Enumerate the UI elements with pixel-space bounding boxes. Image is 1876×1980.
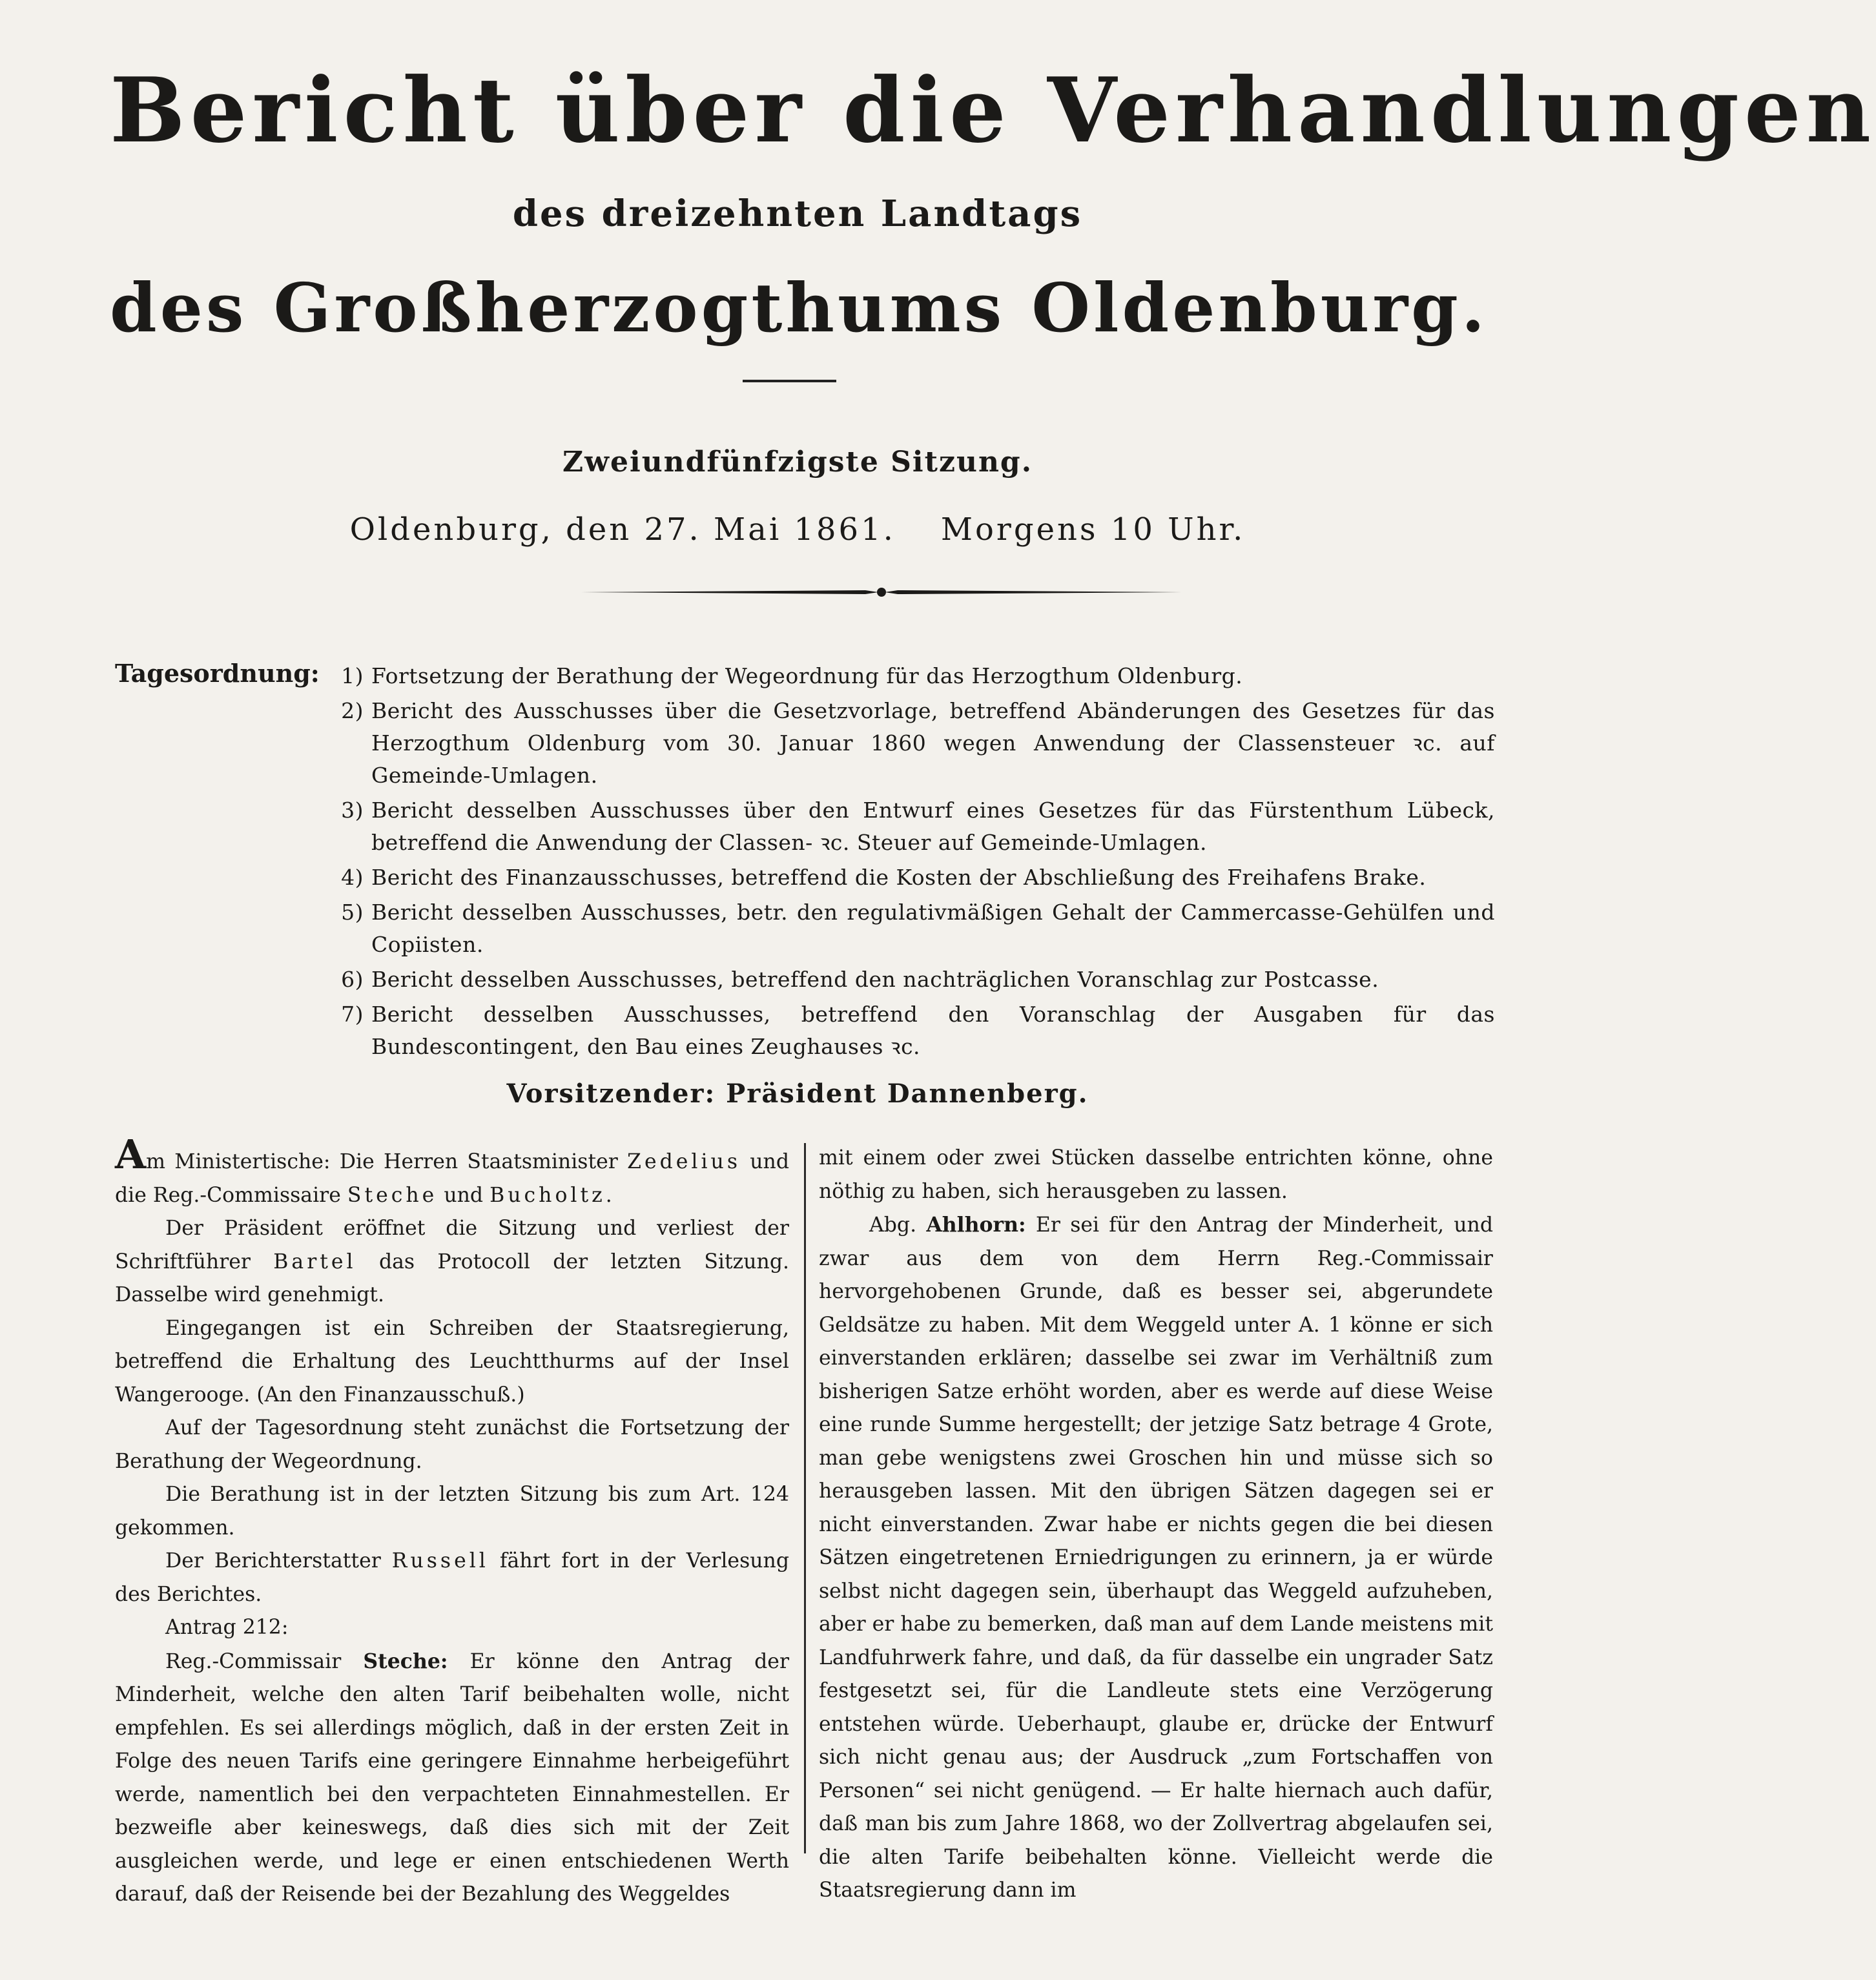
report-title: Bericht über die Verhandlungen bbox=[110, 57, 1876, 163]
person-name: Bartel bbox=[273, 1250, 356, 1274]
agenda-item bbox=[326, 660, 1495, 692]
agenda-list bbox=[326, 660, 1495, 1066]
paragraph-ministers: Am Ministertische: Die Herren Staatsminister Zedelius und die Reg.-Commissaire Steche und Bucholtz. bbox=[115, 1131, 790, 1207]
agenda-item-number: 2) bbox=[341, 698, 364, 723]
agenda-item-text: Fortsetzung der Berathung der Wegeordnung für das Herzogthum Oldenburg. bbox=[371, 663, 1243, 688]
agenda-item-number: 5) bbox=[341, 900, 364, 925]
agenda-item-number: 4) bbox=[341, 865, 364, 890]
agenda-item-text: Bericht desselben Ausschusses, betreffend den Voranschlag der Ausgaben für das Bundescontingent, den Bau eines Zeughauses ꝛc. bbox=[371, 1002, 1495, 1059]
agenda-item-number: 1) bbox=[341, 663, 364, 688]
agenda-label: Tagesordnung: bbox=[115, 659, 320, 688]
person-name: Steche bbox=[347, 1183, 438, 1207]
agenda-item bbox=[326, 964, 1495, 996]
speaker-name: Steche: bbox=[363, 1649, 448, 1673]
speaker-name: Ahlhorn: bbox=[926, 1213, 1026, 1237]
ornamental-divider bbox=[581, 583, 1182, 602]
agenda-item-text: Bericht desselben Ausschusses, betreffend den nachträglichen Voranschlag zur Postcasse. bbox=[371, 967, 1379, 992]
paragraph-agenda: Auf der Tagesordnung steht zunächst die Fortsetzung der Berathung der Wegeordnung. bbox=[115, 1416, 789, 1473]
agenda-item-text: Bericht des Finanzausschusses, betreffend die Kosten der Abschließung des Freihafens Brake. bbox=[371, 865, 1427, 890]
agenda-item-text: Bericht desselben Ausschusses, betr. den regulativmäßigen Gehalt der Cammercasse-Gehülfen und Copiisten. bbox=[371, 900, 1495, 957]
column-divider bbox=[804, 1143, 806, 1853]
paragraph-ahlhorn: Abg. Ahlhorn: Er sei für den Antrag der Minderheit, und zwar aus dem von dem Herrn Reg.-Commissair hervorgehobenen Grunde, daß es besser sei, abgerundete Geldsätze zu haben. Mit dem Weggeld unter A. 1 könne er sich einverstanden erklären; dasselbe sei zwar im Verhältniß zum bisherigen Satze erhöht worden, aber es werde auf diese Weise eine runde Summe hergestellt; der jetzige Satz betrage 4 Grote, man gebe wenigstens zwei Groschen hin und müsse sich so herausgeben lassen. Mit den übrigen Sätzen dagegen sei er nicht einverstanden. Zwar habe er nichts gegen die bei diesen Sätzen eingetretenen Erniedrigungen zu erinnern, ja er würde selbst nicht dagegen sein, überhaupt das Weggeld aufzuheben, aber er habe zu bemerken, daß man auf dem Lande meistens mit Landfuhrwerk fahre, und daß, da für dasselbe ein ungrader Satz festgesetzt sei, für die Landleute stets eine Verzögerung entstehen würde. Ueberhaupt, glaube er, drücke der Entwurf sich nicht genau aus; der Ausdruck „zum Fortschaffen von Personen“ sei nicht genügend. — Er halte hiernach auch dafür, daß man bis zum Jahre 1868, wo der Zollvertrag abgelaufen sei, die alten Tarife beibehalten könne. Vielleicht werde die Staatsregierung dann im bbox=[819, 1213, 1494, 1902]
agenda-item bbox=[326, 861, 1495, 894]
drop-cap: A bbox=[115, 1131, 147, 1178]
session-time: Morgens 10 Uhr. bbox=[940, 511, 1246, 548]
paragraph-rapporteur: Der Berichterstatter Russell fährt fort in der Verlesung des Berichtes. bbox=[115, 1549, 789, 1606]
session-heading: Zweiundfünfzigste Sitzung. bbox=[562, 446, 1033, 479]
agenda-item bbox=[326, 998, 1495, 1063]
agenda-item-text: Bericht desselben Ausschusses über den Entwurf eines Gesetzes für das Fürstenthum Lübeck, betreffend die Anwendung der Classen- ꝛc. Steuer auf Gemeinde-Umlagen. bbox=[371, 798, 1495, 855]
agenda-item bbox=[326, 896, 1495, 961]
header-rule bbox=[743, 380, 836, 382]
agenda-item-number: 6) bbox=[341, 967, 364, 992]
agenda-item-number: 3) bbox=[341, 798, 364, 823]
agenda-item bbox=[326, 794, 1495, 859]
paragraph-progress: Die Berathung ist in der letzten Sitzung bis zum Art. 124 gekommen. bbox=[115, 1483, 789, 1540]
report-subtitle-landtag: des dreizehnten Landtags bbox=[512, 192, 1083, 235]
paragraph-motion: Antrag 212: bbox=[165, 1616, 289, 1639]
person-name: Russell bbox=[391, 1549, 489, 1573]
report-subtitle-state: des Großherzogthums Oldenburg. bbox=[110, 268, 1489, 347]
left-column bbox=[115, 1131, 790, 1912]
paragraph-continuation: mit einem oder zwei Stücken dasselbe entrichten könne, ohne nöthig zu haben, sich herausgeben zu lassen. bbox=[819, 1146, 1493, 1203]
agenda-item bbox=[326, 695, 1495, 792]
place-date: Oldenburg, den 27. Mai 1861. bbox=[349, 511, 896, 548]
paragraph-steche: Reg.-Commissair Steche: Er könne den Antrag der Minderheit, welche den alten Tarif beibehalten wolle, nicht empfehlen. Es sei allerdings möglich, daß in der ersten Zeit in Folge des neuen Tarifs eine geringere Einnahme herbeigeführt werde, namentlich bei den verpachteten Einnahmestellen. Er bezweifle aber keineswegs, daß dies sich mit der Zeit ausgleichen werde, und lege er einen entschiedenen Werth darauf, daß der Reisende bei der Bezahlung des Weggeldes bbox=[115, 1649, 790, 1906]
person-name: Bucholtz. bbox=[490, 1183, 615, 1207]
chair-heading: Vorsitzender: Präsident Dannenberg. bbox=[506, 1078, 1089, 1109]
place-date-line bbox=[110, 511, 1485, 548]
right-column bbox=[819, 1142, 1493, 1908]
paragraph-incoming: Eingegangen ist ein Schreiben der Staatsregierung, betreffend die Erhaltung des Leuchtthurms auf der Insel Wangerooge. (An den Finanzausschuß.) bbox=[115, 1316, 789, 1407]
paragraph-opening: Der Präsident eröffnet die Sitzung und verliest der Schriftführer Bartel das Protocoll der letzten Sitzung. Dasselbe wird genehmigt. bbox=[115, 1217, 789, 1306]
person-name: Zedelius bbox=[627, 1150, 741, 1173]
agenda-item-text: Bericht des Ausschusses über die Gesetzvorlage, betreffend Abänderungen des Gesetzes für das Herzogthum Oldenburg vom 30. Januar 1860 wegen Anwendung der Classensteuer ꝛc. auf Gemeinde-Umlagen. bbox=[371, 698, 1495, 788]
agenda-item-number: 7) bbox=[341, 1002, 364, 1027]
